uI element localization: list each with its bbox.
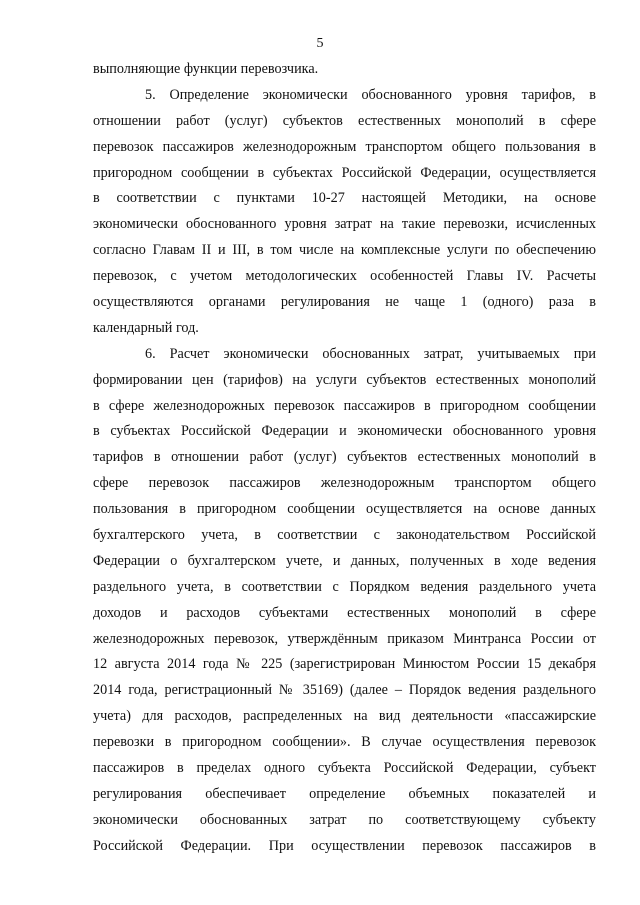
text-line: осуществляются органами регулирования не чаще 1 (одного) раза в [93,294,596,311]
text-line: перевозки в пригородном сообщении». В случае осуществления перевозок [93,734,596,751]
text-line: отношении работ (услуг) субъектов естественных монополий в сфере [93,112,596,129]
text-line: в сфере железнодорожных перевозок пассажиров в пригородном сообщении [93,397,596,414]
text-line: тарифов в отношении работ (услуг) субъектов естественных монополий в [93,449,596,466]
text-line: сфере перевозок пассажиров железнодорожным транспортом общего [93,475,596,492]
text-line: перевозок, с учетом методологических особенностей Главы IV. Расчеты [93,268,596,285]
text-line: в субъектах Российской Федерации и экономически обоснованного уровня [93,423,596,440]
text-line: в соответствии с пунктами 10-27 настоящей Методики, на основе [93,190,596,207]
text-line: бухгалтерского учета, в соответствии с законодательством Российской [93,527,596,544]
text-line: Федерации о бухгалтерском учете, и данных, полученных в ходе ведения [93,552,596,569]
paragraph-5-start: 5. Определение экономически обоснованного уровня тарифов, в [145,86,596,103]
text-line: формировании цен (тарифов) на услуги субъектов естественных монополий [93,371,596,388]
text-line: пользования в пригородном сообщении осуществляется на основе данных [93,501,596,518]
page-number: 5 [316,36,324,51]
text-line: Российской Федерации. При осуществлении перевозок пассажиров в [93,837,596,854]
text-line: экономически обоснованного уровня затрат на такие перевозки, исчисленных [93,216,596,233]
paragraph-6-start: 6. Расчет экономически обоснованных затрат, учитываемых при [145,345,596,362]
text-line: перевозок пассажиров железнодорожным транспортом общего пользования в [93,138,596,155]
text-line: 12 августа 2014 года № 225 (зарегистрирован Минюстом России 15 декабря [93,656,596,673]
text-line: учета) для расходов, распределенных на вид деятельности «пассажирские [93,708,596,725]
text-line: календарный год. [93,319,199,336]
text-line: регулирования обеспечивает определение объемных показателей и [93,785,596,802]
text-line: железнодорожных перевозок, утверждённым приказом Минтранса России от [93,630,596,647]
text-line: пассажиров в пределах одного субъекта Российской Федерации, субъект [93,760,596,777]
text-line: раздельного учета, в соответствии с Порядком ведения раздельного учета [93,578,596,595]
text-line: экономически обоснованных затрат по соответствующему субъекту [93,811,596,828]
text-line: выполняющие функции перевозчика. [93,61,319,77]
document-body [93,57,596,860]
text-line: 2014 года, регистрационный № 35169) (далее – Порядок ведения раздельного [93,682,596,699]
text-line: пригородном сообщении в субъектах Российской Федерации, осуществляется [93,164,596,181]
text-line: доходов и расходов субъектами естественных монополий в сфере [93,604,596,621]
text-line: согласно Главам II и III, в том числе на комплексные услуги по обеспечению [93,242,596,259]
